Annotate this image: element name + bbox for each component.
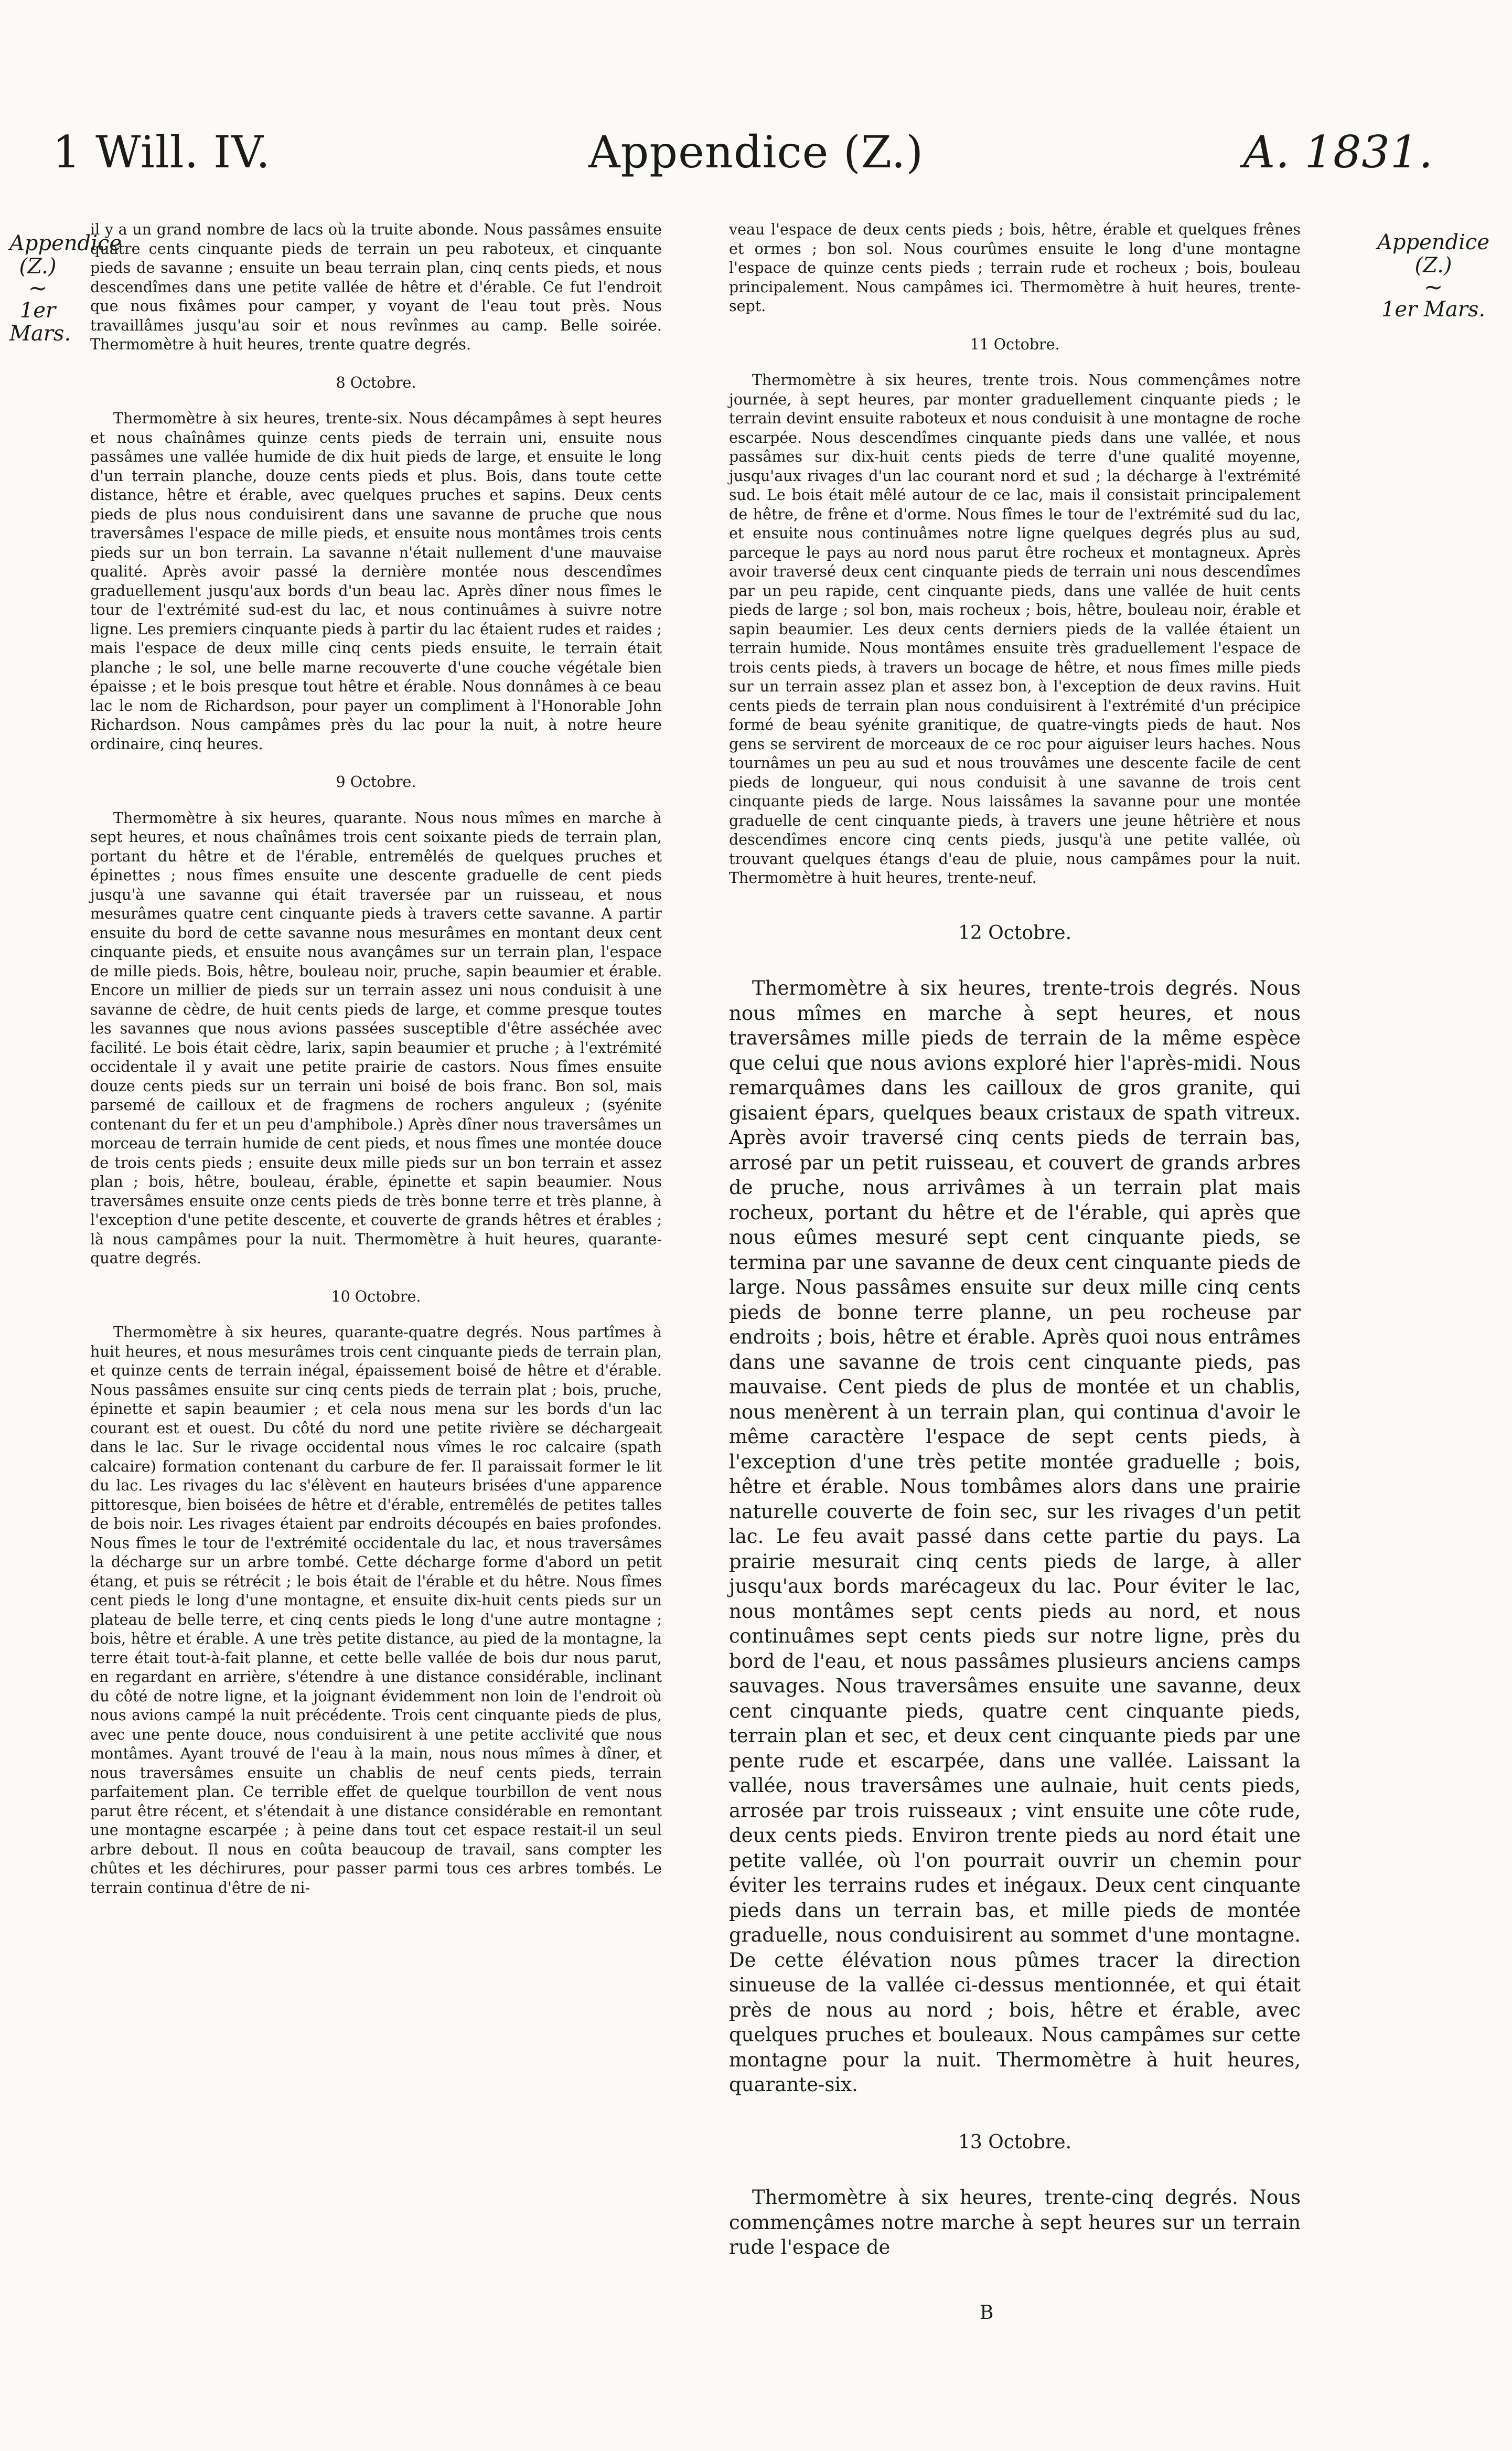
paragraph: Thermomètre à six heures, trente trois. Nous commençâmes notre journée, à sept heures, par monter graduellement cinquante pieds ; le terrain devint ensuite raboteux et nous conduisit à une montagne de roche escarpée. Nous descendîmes cinquante pieds dans une vallée, et nous passâmes sur dix-huit cents pieds de terre d'une qualité moyenne, jusqu'aux rivages d'un lac courant nord et sud ; la décharge à l'extrémité sud. Le bois était mêlé autour de ce lac, mais il consistait principalement de hêtre, de frêne et d'orme. Nous fîmes le tour de l'extrémité sud du lac, et ensuite nous continuâmes notre ligne quelques degrés plus au sud, parceque le pays au nord nous parut être rocheux et montagneux. Après avoir traversé deux cent cinquante pieds de terrain uni nous descendîmes par un peu rapide, cent cinquante pieds, dans une vallée de huit cents pieds de large ; sol bon, mais rocheux ; bois, hêtre, bouleau noir, érable et sapin beaumier. Les deux cents derniers pieds de la vallée étaient un terrain humide. Nous montâmes ensuite très graduellement l'espace de trois cents pieds, à travers un bocage de hêtre, et nous fîmes mille pieds sur un terrain assez plan et assez bon, à l'exception de deux ravins. Huit cents pieds de terrain plan nous conduisirent à l'extrémité d'un précipice formé de beau syénite granitique, de quatre-vingts pieds de haut. Nos gens se servirent de morceaux de ce roc pour aiguiser leurs haches. Nous tournâmes un peu au sud et nous trouvâmes une descente facile de cent pieds de longueur, qui nous conduisit à une savanne de trois cent cinquante pieds de large. Nous laissâmes la savanne pour une montée graduelle de cent cinquante pieds, à travers une jeune hêtrière et nous descendîmes encore cinq cents pieds, jusqu'à une petite vallée, où trouvant quelques étangs d'eau de pluie, nous campâmes pour la nuit. Thermomètre à huit heures, trente-neuf. (729, 371, 1301, 887)
paragraph: Thermomètre à six heures, trente-cinq degrés. Nous commençâmes notre marche à sept heures sur un terrain rude l'espace de (729, 2186, 1301, 2258)
margin-date: 1er Mars. (9, 299, 71, 346)
paragraph: Thermomètre à six heures, quarante-quatre degrés. Nous partîmes à huit heures, et nous mesurâmes trois cent cinquante pieds de terrain plan, et quinze cents de terrain inégal, épaissement boisé de hêtre et d'érable. Nous passâmes ensuite sur cinq cents pieds de terrain plat ; bois, pruche, épinette et sapin beaumier ; et cela nous mena sur les bords d'un lac courant est et ouest. Du côté du nord une petite rivière se déchargeait dans le lac. Sur le rivage occidental nous vîmes le roc calcaire (spath calcaire) formation contenant du carbure de fer. Il paraissait former le lit du lac. Les rivages du lac s'élèvent en hauteurs brisées d'une apparence pittoresque, bien boisées de hêtre et d'érable, entremêlés de petites talles de bois noir. Les rivages étaient par endroits découpés en baies profondes. Nous fîmes le tour de l'extrémité occidentale du lac, et nous traversâmes la décharge sur un arbre tombé. Cette décharge forme d'abord un petit étang, et puis se rétrécit ; le bois était de l'érable et du hêtre. Nous fîmes cent pieds le long d'une montagne, et ensuite dix-huit cents pieds sur un plateau de belle terre, et cinq cents pieds le long d'une autre montagne ; bois, hêtre et érable. A une très petite distance, au pied de la montagne, la terre était tout-à-fait planne, et cette belle vallée de bois dur nous parut, en regardant en arrière, s'étendre à une distance considérable, inclinant du côté de notre ligne, et la joignant évidemment non loin de l'endroit où nous avions campé la nuit précédente. Trois cent cinquante pieds de plus, avec une pente douce, nous conduisirent à une petite acclivité que nous montâmes. Ayant trouvé de l'eau à la main, nous nous mîmes à dîner, et nous traversâmes ensuite un chablis de neuf cents pieds, terrain parfaitement plan. Ce terrible effet de quelque tourbillon de vent nous parut être récent, et s'étendait à une distance considérable en remontant une montagne escarpée ; à peine dans tout cet espace restait-il un seul arbre debout. Il nous en coûta beaucoup de travail, sans compter les chûtes et les déchirures, pour passer parmi tous ces arbres tombés. Le terrain continua d'être de ni- (90, 1324, 662, 1896)
date-heading: 9 Octobre. (336, 773, 416, 791)
paragraph: Thermomètre à six heures, quarante. Nous nous mîmes en marche à sept heures, et nous chaînâmes trois cent soixante pieds de terrain plan, portant du hêtre et de l'érable, entremêlés de quelques pruches et épinettes ; nous fîmes ensuite une descente graduelle de cent pieds jusqu'à une savanne qui était traversée par un ruisseau, et nous mesurâmes quatre cent cinquante pieds à travers cette savanne. A partir ensuite du bord de cette savanne nous mesurâmes en montant deux cent cinquante pieds, et ensuite nous avançâmes sur un terrain plan, l'espace de mille pieds. Bois, hêtre, bouleau noir, pruche, sapin beaumier et érable. Encore un millier de pieds sur un terrain assez uni nous conduisit à une savanne de cèdre, de huit cents pieds de large, et comme presque toutes les savannes que nous avions passées susceptible d'être asséchée avec facilité. Le bois était cèdre, larix, sapin beaumier et pruche ; à l'extrémité occidentale il y avait une petite prairie de castors. Nous fîmes ensuite douze cents pieds sur un terrain uni boisé de bois franc. Bon sol, mais parsemé de cailloux et de fragmens de rochers anguleux ; (syénite contenant du fer et un peu d'amphibole.) Après dîner nous traversâmes un morceau de terrain humide de cent pieds, et nous fîmes une montée douce de trois cents pieds ; ensuite deux mille pieds sur un bon terrain et assez plan ; bois, hêtre, bouleau, érable, épinette et sapin beaumier. Nous traversâmes ensuite onze cents pieds de très bonne terre et très planne, à l'exception d'une petite descente, et couverte de grands hêtres et érables ; là nous campâmes pour la nuit. Thermomètre à huit heures, quarante-quatre degrés. (90, 809, 662, 1267)
date-heading: 8 Octobre. (336, 374, 416, 391)
margin-sub: (Z.) (1414, 253, 1452, 278)
header-title: Appendice (Z.) (588, 126, 924, 178)
signature-mark: B (980, 2302, 994, 2324)
paragraph-continued: il y a un grand nombre de lacs où la truite abonde. Nous passâmes ensuite quatre cents cinquante pieds de terrain un peu raboteux, et cinquante pieds de savanne ; ensuite un beau terrain plan, cinq cents pieds, et nous descendîmes dans une petite vallée de hêtre et d'érable. Ce fut l'endroit que nous fixâmes pour camper, y voyant de l'eau tout près. Nous travaillâmes jusqu'au soir et nous revînmes au camp. Belle soirée. Thermomètre à huit heures, trente quatre degrés. (90, 221, 662, 353)
margin-ornament: ~ (28, 275, 48, 302)
margin-sub: (Z.) (19, 254, 57, 279)
left-column (90, 220, 662, 1898)
margin-date: 1er Mars. (1381, 297, 1486, 322)
right-margin-note (1370, 231, 1496, 321)
margin-ornament: ~ (1423, 274, 1443, 301)
paragraph: Thermomètre à six heures, trente-trois degrés. Nous nous mîmes en marche à sept heures, et nous traversâmes mille pieds de terrain de la même espèce que celui que nous avions exploré hier l'après-midi. Nous remarquâmes dans les cailloux de gros granite, qui gisaient épars, quelques beaux cristaux de spath vitreux. Après avoir traversé cinq cents pieds de terrain bas, arrosé par un petit ruisseau, et couvert de grands arbres de pruche, nous arrivâmes à un terrain plat mais rocheux, portant du hêtre et de l'érable, qui après que nous eûmes mesuré sept cent cinquante pieds, se termina par une savanne de deux cent cinquante pieds de large. Nous passâmes ensuite sur deux mille cinq cents pieds de bonne terre planne, un peu rocheuse par endroits ; bois, hêtre et érable. Après quoi nous entrâmes dans une savanne de trois cent cinquante pieds, pas mauvaise. Cent pieds de plus de montée et un chablis, nous menèrent à un terrain plan, qui continua d'avoir le même caractère l'espace de sept cents pieds, à l'exception d'une très petite montée graduelle ; bois, hêtre et érable. Nous tombâmes alors dans une prairie naturelle couverte de foin sec, sur les rivages d'un petit lac. Le feu avait passé dans cette partie du pays. La prairie mesurait cinq cents pieds de large, à aller jusqu'aux bords marécageux du lac. Pour éviter le lac, nous montâmes sept cents pieds au nord, et nous continuâmes sept cents pieds sur notre ligne, près du bord de l'eau, et nous passâmes plusieurs anciens camps sauvages. Nous traversâmes ensuite une savanne, deux cent cinquante pieds, quatre cent cinquante pieds, terrain plan et sec, et deux cent cinquante pieds par une pente rude et escarpée, dans une vallée. Laissant la vallée, nous traversâmes une aulnaie, huit cents pieds, arrosée par trois ruisseaux ; vint ensuite une côte rude, deux cents pieds. Environ trente pieds au nord était une petite vallée, où l'on pourrait ouvrir un chemin pour éviter les terrains rudes et inégaux. Deux cent cinquante pieds dans un terrain bas, et mille pieds de montée graduelle, nous conduisirent au sommet d'une montagne. De cette élévation nous pûmes tracer la direction sinueuse de la vallée ci-dessus mentionnée, et qui était près de nous au nord ; bois, hêtre et érable, avec quelques pruches et bouleaux. Nous campâmes sur cette montagne pour la nuit. Thermomètre à huit heures, quarante-six. (729, 977, 1301, 2096)
left-margin-note (9, 231, 122, 346)
date-heading: 13 Octobre. (958, 2131, 1072, 2153)
page-header (0, 126, 1512, 189)
header-year: A. 1831. (1243, 126, 1433, 178)
margin-label: Appendice (9, 231, 122, 255)
date-heading: 12 Octobre. (958, 922, 1072, 944)
margin-label: Appendice (1377, 230, 1489, 254)
date-heading: 11 Octobre. (970, 335, 1060, 353)
header-regnal-year: 1 Will. IV. (52, 126, 271, 178)
paragraph: Thermomètre à six heures, trente-six. Nous décampâmes à sept heures et nous chaînâmes quinze cents pieds de terrain uni, ensuite nous passâmes une vallée humide de dix huit pieds de large, et ensuite le long d'un terrain planche, douze cents pieds et plus. Bois, dans toute cette distance, hêtre et érable, avec quelques pruches et sapins. Deux cents pieds de plus nous conduisirent dans une savanne de pruche que nous traversâmes l'espace de mille pieds, et ensuite nous montâmes trois cents pieds sur un bon terrain. La savanne n'était nullement d'une mauvaise qualité. Après avoir passé la dernière montée nous descendîmes graduellement jusqu'aux bords d'un beau lac. Après dîner nous fîmes le tour de l'extrémité sud-est du lac, et nous continuâmes à suivre notre ligne. Les premiers cinquante pieds à partir du lac étaient rudes et raides ; mais l'espace de deux mille cinq cents pieds ensuite, le terrain était planche ; le sol, une belle marne recouverte d'une couche végétale bien épaisse ; et le bois presque tout hêtre et érable. Nous donnâmes à ce beau lac le nom de Richardson, pour payer un compliment à l'Honorable John Richardson. Nous campâmes près du lac pour la nuit, à notre heure ordinaire, cinq heures. (90, 410, 662, 753)
date-heading: 10 Octobre. (331, 1287, 421, 1305)
paragraph-continued: veau l'espace de deux cents pieds ; bois, hêtre, érable et quelques frênes et ormes ; bon sol. Nous courûmes ensuite le long d'une montagne l'espace de quinze cents pieds ; terrain rude et rocheux ; bois, bouleau principalement. Nous campâmes ici. Thermomètre à huit heures, trente-sept. (729, 221, 1301, 315)
right-column (729, 220, 1301, 2260)
